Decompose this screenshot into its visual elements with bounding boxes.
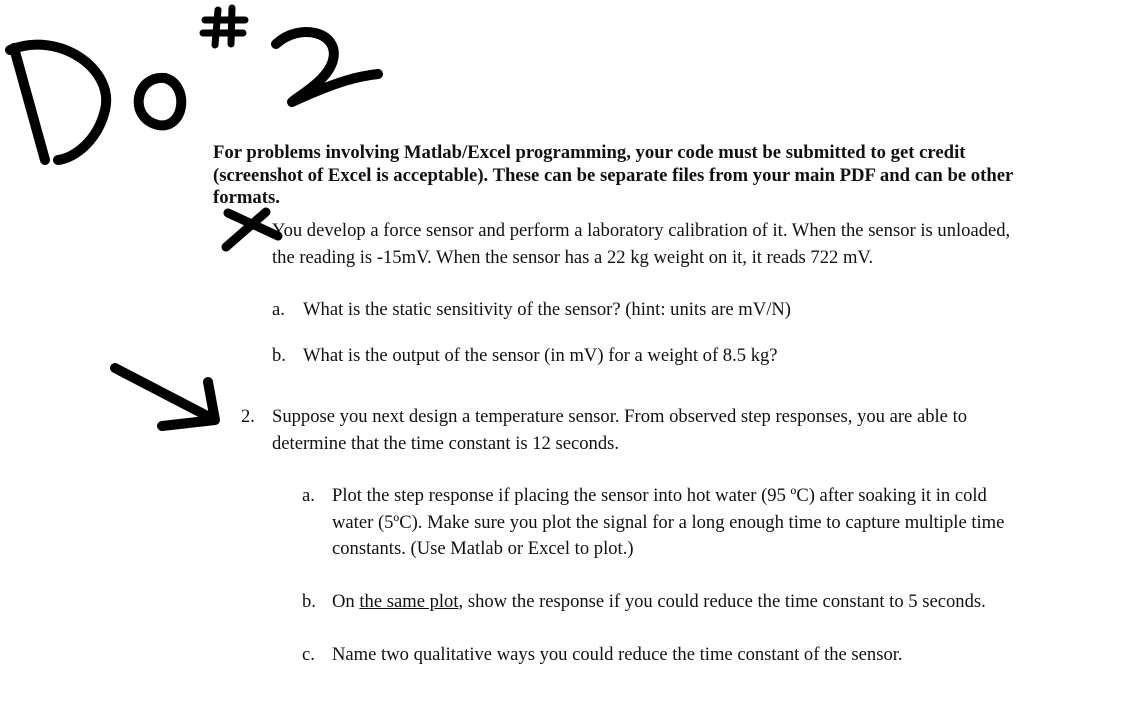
problem-1a-marker: a. (272, 299, 285, 320)
problem-1a-text: What is the static sensitivity of the sensor? (hint: units are mV/N) (303, 299, 791, 320)
handwritten-x-mark (226, 212, 278, 247)
problem-2b-suffix: , show the response if you could reduce the time constant to 5 seconds. (458, 591, 986, 612)
problem-2b-text (332, 589, 1112, 616)
problem-2b-marker: b. (302, 591, 316, 612)
problem-1b-marker: b. (272, 345, 286, 366)
problem-2a-text: Plot the step response if placing the sensor into hot water (95 ºC) after soaking it in cold water (5ºC). Make sure you plot the signal for a long enough time to capture multiple time constants. (Use Matlab or Excel to plot.) (332, 485, 1005, 559)
problem-2c-text: Name two qualitative ways you could reduce the time constant of the sensor. (332, 644, 903, 665)
problem-2c-marker: c. (302, 644, 315, 665)
problem-1-statement: You develop a force sensor and perform a laboratory calibration of it. When the sensor is unloaded, the reading is -15mV. When the sensor has a 22 kg weight on it, it reads 722 mV. (272, 220, 1011, 268)
problem-2b-underlined: the same plot (359, 591, 459, 612)
problem-2-number: 2. (241, 406, 255, 427)
handwritten-page-label (10, 8, 378, 160)
submission-instructions: For problems involving Matlab/Excel programming, your code must be submitted to get credit (screenshot of Excel is acceptable). These can be separate files from your main PDF and can be other formats. (213, 142, 1014, 208)
problem-2-statement: Suppose you next design a temperature sensor. From observed step responses, you are able to determine that the time constant is 12 seconds. (272, 406, 968, 454)
problem-1b-text: What is the output of the sensor (in mV) for a weight of 8.5 kg? (303, 345, 778, 366)
problem-2a-marker: a. (302, 485, 315, 506)
handwritten-arrow-mark (115, 368, 215, 426)
problem-2b-prefix: On (332, 591, 360, 612)
